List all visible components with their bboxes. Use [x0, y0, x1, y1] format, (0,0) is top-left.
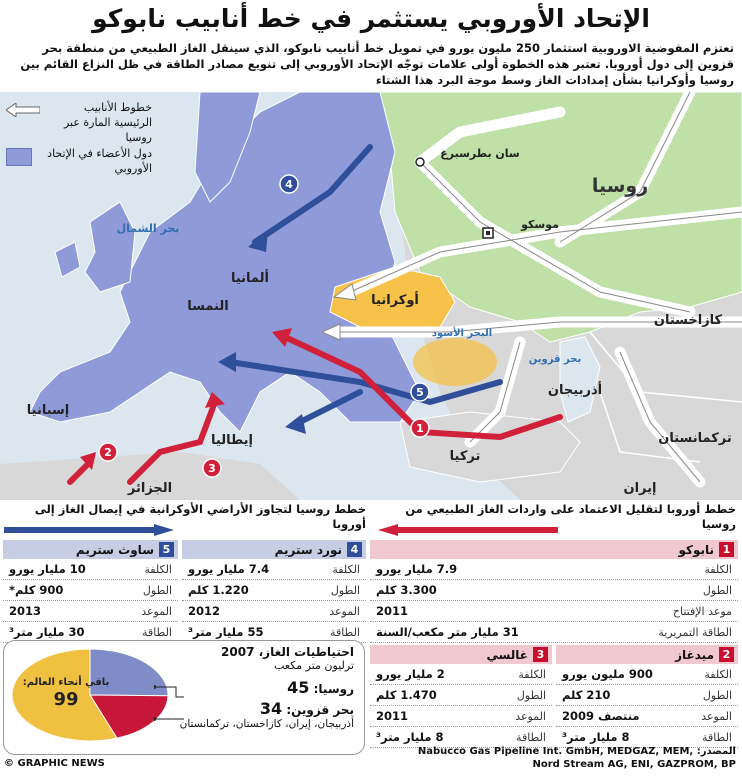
table-row: الطول 900 كلم*	[3, 580, 178, 601]
label-germany: ألمانيا	[230, 271, 270, 286]
label-italy: إيطاليا	[211, 433, 253, 448]
footer-credit: © GRAPHIC NEWS	[4, 758, 105, 769]
label-russia: روسيا	[591, 175, 649, 197]
table-row: الكلفة 900 مليون يورو	[556, 664, 738, 685]
label-black-sea: البحر الأسود	[431, 328, 493, 339]
label-turkmenistan: تركمانستان	[658, 431, 732, 446]
panel-nabucco	[370, 540, 738, 643]
label-caspian: بحر قزوين	[528, 354, 582, 365]
label-moscow: موسكو	[521, 218, 559, 231]
red-arrow-icon	[378, 524, 558, 536]
legend-eu-text: دول الأعضاء في الإتحاد الأوروبي	[47, 147, 152, 175]
reserves-caspian-label: بحر قزوين:	[286, 703, 354, 717]
table-row: الطول 1.220 كلم	[182, 580, 366, 601]
callout-lines	[154, 681, 184, 731]
panel-southstream-number: 5	[159, 542, 174, 557]
legend-pipelines	[2, 100, 152, 142]
pie-rest-label: باقي أنحاء العالم:	[22, 677, 110, 688]
table-row: الطول 3.300 كلم	[370, 580, 738, 601]
table-row: الكلفة 10 مليار يورو	[3, 559, 178, 580]
table-row: الطاقة 30 مليار متر³	[3, 622, 178, 643]
label-north-sea: بحر الشمال	[116, 222, 180, 235]
panel-nabucco-name: نابوكو	[678, 542, 714, 557]
table-row: الكلفة 7.4 مليار يورو	[182, 559, 366, 580]
table-row: الطاقة 55 مليار متر³	[182, 622, 366, 643]
legend-pipe-arrow-icon	[6, 103, 40, 117]
blue-arrow-icon	[4, 524, 174, 536]
legend-pipelines-text: خطوط الأنابيب الرئيسية المارة عبر روسيا	[63, 101, 152, 144]
panel-medgaz-name: ميدغاز	[675, 647, 714, 662]
panel-southstream-name: ساوث ستريم	[75, 542, 154, 557]
page-title: الإتحاد الأوروبي يستثمر في خط أنابيب نابوكو	[92, 4, 650, 33]
table-row: الموعد 2011	[370, 706, 552, 727]
label-austria: النمسا	[187, 299, 229, 314]
table-row: الطاقة التمريرية 31 مليار متر مكعب/السنة	[370, 622, 738, 643]
label-kazakhstan: كازاخستان	[653, 313, 723, 328]
label-azerbaijan: أذربيجان	[547, 383, 603, 398]
label-spain: إسبانيا	[26, 403, 70, 418]
label-turkey: تركيا	[449, 449, 481, 464]
map-number-2: 2	[104, 446, 112, 459]
panel-medgaz-number: 2	[719, 647, 734, 662]
gas-reserves-box	[3, 640, 365, 755]
reserves-unit: ترليون متر مكعب	[274, 659, 354, 672]
reserves-russia-label: روسيا:	[313, 682, 354, 696]
panel-southstream	[3, 540, 178, 643]
legend-eu	[2, 146, 152, 186]
intro-text: تعتزم المفوضية الاوروبية استثمار 250 مليون يورو في تمويل خط أنابيب نابوكو، الذي سينقل الغاز الطبيعي من منطقة بحر قزوين إلى دول أوروبا. تعتبر هذه الخطوة أولى علامات توجّه الإتحاد الأوروبي إلى تنويع مصادر الطاقة في ظل النزاع القائم بين روسيا وأوكرانيا بشأن إمدادات الغاز وسط موجة البرد هذا الشتاء	[20, 41, 734, 87]
map-number-5: 5	[416, 386, 424, 399]
table-row: الكلفة 2 مليار يورو	[370, 664, 552, 685]
panel-galsi-name: غالسي	[486, 647, 528, 662]
reserves-caspian-countries: أذربيجان، إيران، كازاخستان، تركمانستان	[179, 718, 354, 730]
section-head-russia: خطط روسيا لتجاوز الأراضي الأوكرانية في إيصال الغاز إلى أوروبا	[34, 502, 366, 531]
table-row: الكلفة 7.9 مليار يورو	[370, 559, 738, 580]
panel-nabucco-number: 1	[719, 542, 734, 557]
pie-rest-value: 99	[53, 689, 79, 710]
label-st-petersburg: سان بطرسبرغ	[440, 147, 520, 160]
panel-galsi	[370, 645, 552, 748]
map-number-1: 1	[416, 422, 424, 435]
reserves-pie-chart	[8, 643, 178, 753]
table-row: الطاقة 8 مليار متر³	[556, 727, 738, 748]
table-row: الموعد 2013	[3, 601, 178, 622]
reserves-title: احتياطيات الغاز، 2007	[221, 645, 354, 659]
table-row: موعد الإفتتاح 2011	[370, 601, 738, 622]
label-algeria: الجزائر	[127, 481, 173, 496]
table-row: الموعد منتصف 2009	[556, 706, 738, 727]
table-row: الطول 1.470 كلم	[370, 685, 552, 706]
table-row: الطاقة 8 مليار متر³	[370, 727, 552, 748]
footer-source: المصدر: Nabucco Gas Pipeline Int. GmbH, MEDGAZ, MEM, Nord Stream AG, ENI, GAZPROM, BP	[417, 746, 736, 770]
panel-nordstream-number: 4	[347, 542, 362, 557]
panel-nordstream-name: نورد ستريم	[274, 542, 342, 557]
panel-nordstream	[182, 540, 366, 643]
panel-medgaz	[556, 645, 738, 748]
panel-galsi-number: 3	[533, 647, 548, 662]
reserves-caspian-value: 34	[259, 699, 283, 718]
table-row: الطول 210 كلم	[556, 685, 738, 706]
table-row: الموعد 2012	[182, 601, 366, 622]
legend-eu-swatch	[6, 148, 32, 166]
section-head-europe: خطط أوروبا لتقليل الاعتماد على واردات الغاز الطبيعي من روسيا	[405, 502, 736, 531]
reserves-russia-value: 45	[287, 678, 310, 697]
label-ukraine: أوكرانيا	[371, 293, 419, 308]
map-number-4: 4	[285, 178, 293, 191]
map-number-3: 3	[208, 462, 216, 475]
label-iran: إيران	[623, 481, 657, 496]
